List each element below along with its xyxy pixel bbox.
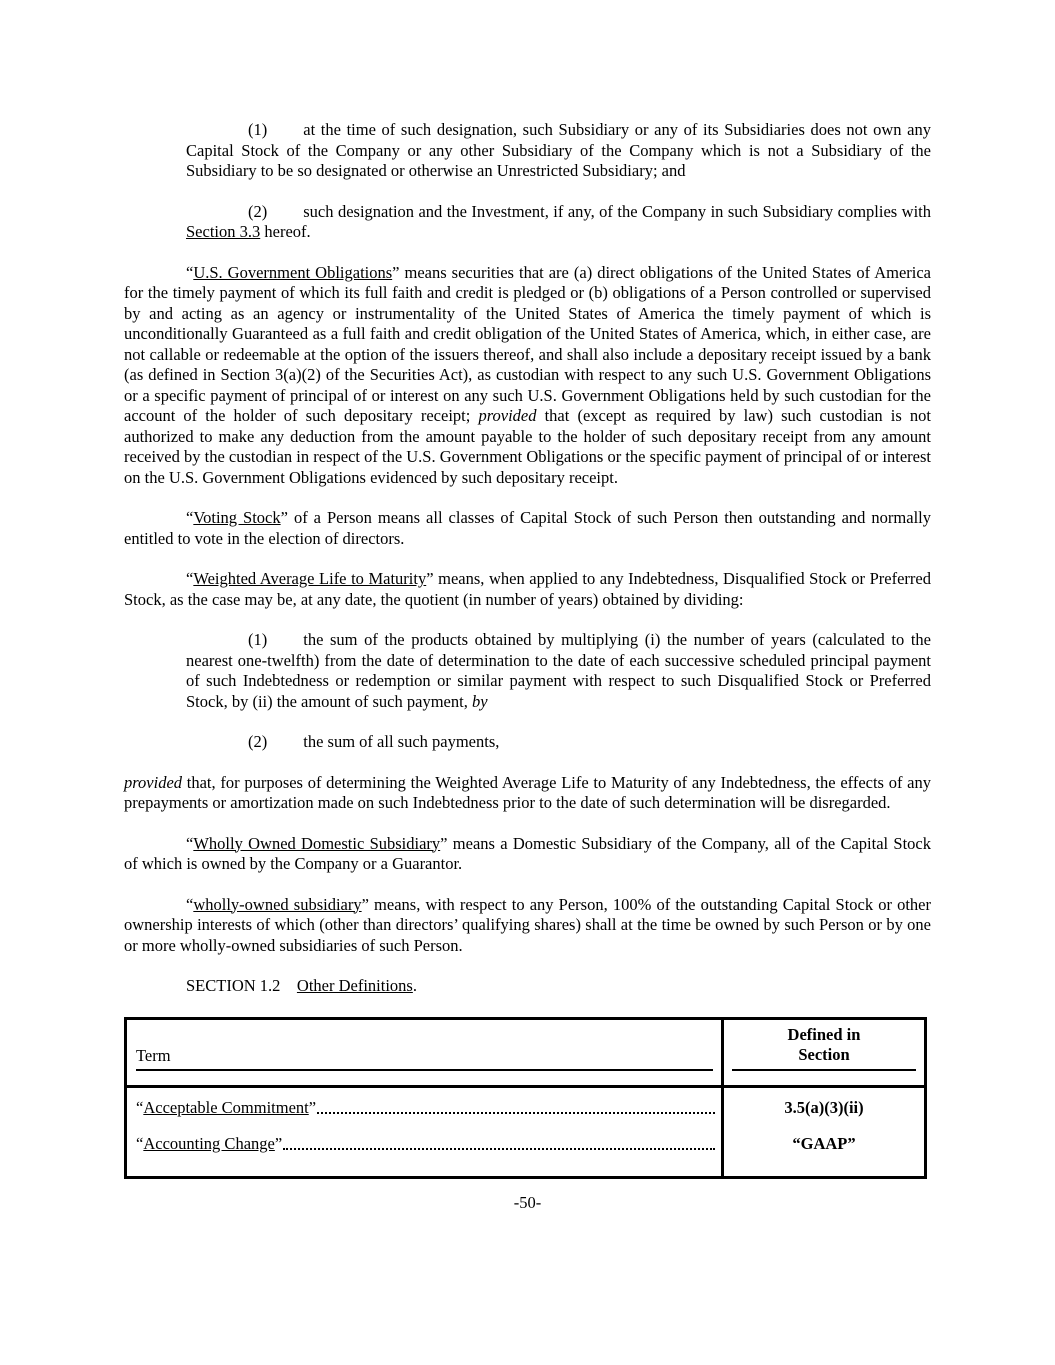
section-ref: 3.5(a)(3)(ii): [784, 1097, 864, 1117]
clause-walm-denominator: [186, 732, 931, 753]
dot-leader: [283, 1148, 715, 1150]
page-number: -50-: [513, 1192, 542, 1212]
definition-wholly-owned-domestic-subsidiary: “Wholly Owned Domestic Subsidiary” means a Domestic Subsidiary of the Company, all of the Capital Stock of which is owned by the Company or a Guarantor.: [124, 833, 932, 873]
clause-designation-condition-2: [186, 202, 931, 243]
clause-text: at the time of such designation, such Subsidiary or any of its Subsidiaries does not own any Capital Stock of the Company or any other Subsidiary of the Company which is not a Subsidiary of the Subsidiary to be so designated or otherwise an Unrestricted Subsidiary; and: [186, 120, 931, 180]
definition-wholly-owned-subsidiary: “wholly-owned subsidiary” means, with respect to any Person, 100% of the outstanding Capital Stock or other ownership interests of which (other than directors’ qualifying shares) shall at the time be owned by such Person or by one or more wholly-owned subsidiaries of such Person.: [124, 894, 931, 955]
table-row-accounting-change-section: [721, 1124, 924, 1176]
term-text: “Acceptable Commitment”: [136, 1097, 317, 1117]
section-heading-1-2-other-definitions: SECTION 1.2 Other Definitions.: [186, 976, 417, 995]
clause-number: (1): [248, 120, 268, 139]
definition-weighted-average-life-to-maturity: “Weighted Average Life to Maturity” means, when applied to any Indebtedness, Disqualified Stock or Preferred Stock, as the case may be, at any date, the quotient (in number of years) obtained by dividing:: [124, 569, 931, 609]
clause-text: the sum of all such payments,: [303, 732, 500, 751]
defined-in-section-underline: [732, 1025, 916, 1071]
table-header-defined-in-section: [721, 1020, 924, 1088]
proviso-paragraph: provided that, for purposes of determining the Weighted Average Life to Maturity of any Indebtedness, the effects of any prepayments or amortization made on such Indebtedness prior to the date of such determination will be disregarded.: [124, 772, 931, 812]
clause-number: (1): [248, 630, 268, 649]
other-definitions-table: [124, 1017, 927, 1179]
definition-voting-stock: “Voting Stock” of a Person means all classes of Capital Stock of such Person then outstanding and normally entitled to vote in the election of directors.: [124, 508, 931, 548]
dot-leader: [317, 1112, 715, 1114]
table-row-acceptable-commitment-section: [721, 1088, 924, 1124]
clause-number: (2): [248, 732, 268, 751]
clause-designation-condition-1: [186, 120, 931, 182]
clause-text: such designation and the Investment, if any, of the Company in such Subsidiary complies with Section 3.3 hereof.: [186, 201, 931, 241]
definition-us-government-obligations: “U.S. Government Obligations” means securities that are (a) direct obligations of the United States of America for the timely payment of which its full faith and credit is pledged or (b) obligations of a Person controlled or supervised by and acting as an agency or instrumentality of the United States of America the timely payment of which is unconditionally Guaranteed as a full faith and credit obligation of the United States of America, which, in either case, are not callable or redeemable at the option of the issuers thereof, and shall also include a depositary receipt issued by a bank (as defined in Section 3(a)(2) of the Securities Act), as custodian with respect to any such U.S. Government Obligations or a specific payment of principal of or interest on any such U.S. Government Obligations held by such custodian for the account of the holder of such depositary receipt; provided that (except as required by law) such custodian is not authorized to make any deduction from the amount payable to the holder of such depositary receipt from any amount received by the custodian in respect of the U.S. Government Obligations or the specific payment of principal of or interest on the U.S. Government Obligations evidenced by such depositary receipt.: [124, 262, 931, 487]
term-header-label: Term: [136, 1045, 171, 1065]
table-row-acceptable-commitment-term: [127, 1088, 721, 1124]
table-row-accounting-change-term: [127, 1124, 721, 1176]
defined-in-label: Defined in: [787, 1024, 861, 1044]
term-text: “Accounting Change”: [136, 1133, 283, 1153]
clause-text: the sum of the products obtained by multiplying (i) the number of years (calculated to the nearest one-twelfth) from the date of determination to the date of each successive scheduled principal payment of such Indebtedness or redemption or similar payment with respect to such Disqualified Stock or Preferred Stock, by (ii) the amount of such payment, by: [186, 630, 931, 711]
clause-number: (2): [248, 201, 268, 221]
section-label: Section: [798, 1044, 850, 1064]
section-ref: “GAAP”: [792, 1133, 856, 1153]
term-header-underline: [136, 1046, 713, 1071]
clause-walm-numerator: [186, 630, 931, 712]
table-header-term: [127, 1020, 721, 1088]
